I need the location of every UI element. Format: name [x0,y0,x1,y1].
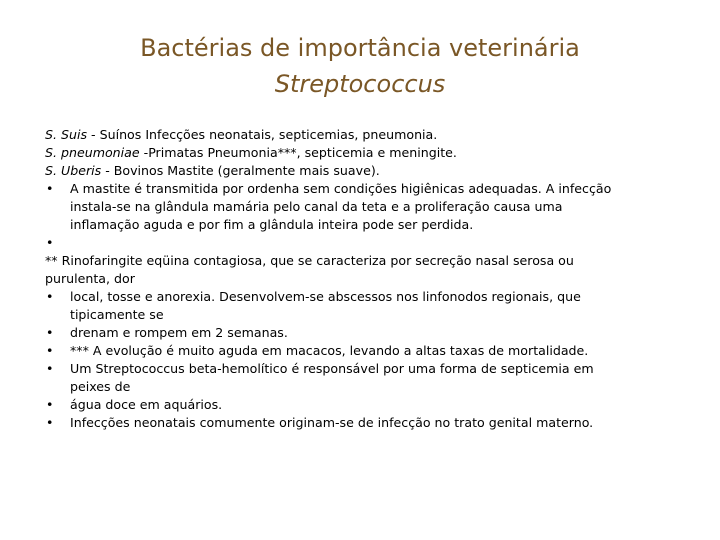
bullet-item-empty [45,234,685,252]
bullet-mark: • [46,415,54,430]
bullet-text: inflamação aguda e por fim a glândula inteira pode ser perdida. [70,217,474,232]
bullet-mark: • [46,397,54,412]
slide-title [60,30,660,102]
bullet-mark: • [46,289,54,304]
bullet-text: drenam e rompem em 2 semanas. [70,325,288,340]
bullet-item [45,360,685,396]
bullet-mark: • [46,235,54,250]
species-line [45,144,685,162]
bullet-item [45,288,685,324]
species-desc: -Primatas Pneumonia***, septicemia e meningite. [139,145,457,160]
title-line-1: Bactérias de importância veterinária [140,34,580,62]
species-line [45,162,685,180]
bullet-text: Um Streptococcus beta-hemolítico é responsável por uma forma de septicemia em [70,361,594,376]
bullet-mark: • [46,325,54,340]
bullet-item [45,396,685,414]
bullet-mark: • [46,181,54,196]
bullet-text: *** A evolução é muito aguda em macacos, levando a altas taxas de mortalidade. [70,343,589,358]
bullet-item [45,414,685,432]
slide-body [45,126,685,432]
bullet-mark: • [46,343,54,358]
bullet-text: local, tosse e anorexia. Desenvolvem-se abscessos nos linfonodos regionais, que [70,289,581,304]
paragraph-line: ** Rinofaringite eqüina contagiosa, que se caracteriza por secreção nasal serosa ou [45,253,574,268]
title-line-2: Streptococcus [274,70,446,98]
bullet-item [45,342,685,360]
species-name: S. Suis [45,127,88,142]
bullet-text: A mastite é transmitida por ordenha sem condições higiênicas adequadas. A infecção [70,181,612,196]
bullet-text: instala-se na glândula mamária pelo canal da teta e a proliferação causa uma [70,199,563,214]
species-name: S. Uberis [45,163,102,178]
paragraph-line: purulenta, dor [45,271,135,286]
species-name: S. pneumoniae [45,145,140,160]
bullet-text: peixes de [70,379,131,394]
species-line [45,126,685,144]
bullet-text: água doce em aquários. [70,397,223,412]
bullet-item [45,180,685,234]
bullet-item [45,324,685,342]
bullet-text: tipicamente se [70,307,164,322]
species-desc: - Bovinos Mastite (geralmente mais suave). [101,163,380,178]
bullet-mark: • [46,361,54,376]
bullet-text: Infecções neonatais comumente originam-se de infecção no trato genital materno. [70,415,594,430]
species-desc: - Suínos Infecções neonatais, septicemias, pneumonia. [87,127,438,142]
